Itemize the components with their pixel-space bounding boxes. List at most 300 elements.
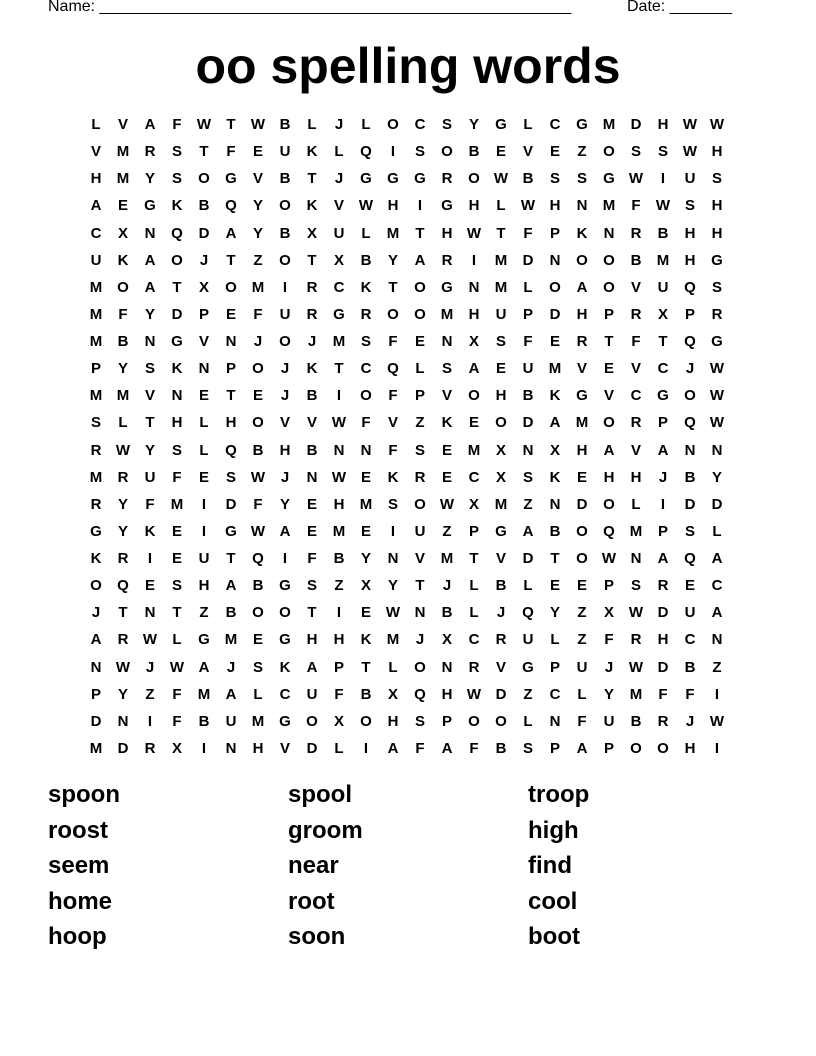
grid-letter: H <box>225 414 237 432</box>
grid-letter: W <box>628 658 644 676</box>
grid-letter: L <box>631 495 641 513</box>
grid-letter: Y <box>144 170 155 188</box>
grid-letter: D <box>522 414 534 432</box>
grid-letter: K <box>441 414 453 432</box>
grid-letter: S <box>360 333 371 351</box>
grid-letter: U <box>603 712 615 730</box>
grid-letter: A <box>306 658 318 676</box>
grid-letter: O <box>387 116 399 133</box>
grid-letter: O <box>90 577 102 595</box>
grid-letter: K <box>387 468 399 486</box>
grid-letter: O <box>414 305 426 323</box>
grid-letter: B <box>522 170 534 188</box>
grid-letter: E <box>360 604 371 622</box>
grid-letter: Q <box>117 577 129 595</box>
grid-letter: G <box>441 197 453 215</box>
grid-letter: J <box>685 712 695 730</box>
grid-letter: K <box>306 360 318 378</box>
grid-letter: T <box>415 224 425 242</box>
grid-letter: J <box>91 604 101 622</box>
grid-letter: N <box>549 712 561 730</box>
grid-letter: L <box>469 577 479 595</box>
grid-letter: P <box>549 739 560 757</box>
grid-letter: P <box>603 305 614 323</box>
grid-letter: S <box>144 360 155 378</box>
grid-letter: Q <box>603 522 615 540</box>
grid-letter: E <box>225 305 236 323</box>
grid-letter: O <box>603 278 615 296</box>
grid-letter: Q <box>252 550 264 568</box>
grid-letter: F <box>415 739 425 757</box>
grid-letter: N <box>468 278 480 296</box>
grid-letter: N <box>117 712 129 730</box>
grid-letter: X <box>333 251 344 269</box>
grid-letter: N <box>171 387 183 405</box>
grid-letter: U <box>279 143 291 161</box>
grid-letter: Y <box>117 685 128 703</box>
grid-letter: R <box>630 414 642 432</box>
grid-letter: H <box>576 441 588 459</box>
grid-letter: M <box>224 631 238 649</box>
grid-letter: E <box>684 577 695 595</box>
grid-letter: W <box>196 116 212 133</box>
word-list-item: hoop <box>48 923 107 951</box>
grid-letter: V <box>414 550 425 568</box>
grid-letter: C <box>468 468 480 486</box>
grid-letter: U <box>576 658 588 676</box>
grid-letter: R <box>144 143 156 161</box>
grid-letter: O <box>495 712 507 730</box>
grid-letter: M <box>629 685 643 703</box>
grid-letter: S <box>171 143 182 161</box>
grid-letter: F <box>145 495 155 513</box>
grid-letter: E <box>252 631 263 649</box>
grid-letter: P <box>657 522 668 540</box>
grid-letter: U <box>657 278 669 296</box>
grid-letter: E <box>198 468 209 486</box>
grid-letter: B <box>252 441 264 459</box>
grid-letter: A <box>90 197 102 215</box>
grid-letter: Q <box>684 278 696 296</box>
grid-letter: H <box>684 251 696 269</box>
word-list-item: spoon <box>48 781 120 808</box>
grid-letter: X <box>468 333 479 351</box>
grid-letter: U <box>684 604 696 622</box>
grid-letter: U <box>279 305 291 323</box>
grid-letter: P <box>657 414 668 432</box>
grid-letter: C <box>414 116 426 133</box>
grid-letter: Y <box>603 685 614 703</box>
grid-letter: Z <box>577 604 587 622</box>
word-list-item: high <box>528 816 579 844</box>
grid-letter: G <box>522 658 534 676</box>
grid-letter: Q <box>225 197 237 215</box>
name-field-label: Name: _____________________________________________________ <box>48 0 572 15</box>
grid-letter: H <box>252 739 264 757</box>
grid-letter: G <box>198 631 210 649</box>
grid-letter: Y <box>252 197 263 215</box>
grid-letter: H <box>657 116 669 133</box>
grid-letter: L <box>334 739 344 757</box>
grid-letter: K <box>360 631 372 649</box>
grid-letter: A <box>468 360 480 378</box>
grid-letter: F <box>631 197 641 215</box>
grid-letter: C <box>90 224 102 242</box>
grid-letter: S <box>576 170 587 188</box>
grid-letter: H <box>333 495 345 513</box>
grid-letter: B <box>495 577 507 595</box>
grid-letter: L <box>388 658 398 676</box>
grid-letter: E <box>576 468 587 486</box>
grid-letter: D <box>684 495 696 513</box>
grid-letter: X <box>171 739 182 757</box>
grid-letter: P <box>468 522 479 540</box>
grid-letter: L <box>199 414 209 432</box>
grid-letter: R <box>441 170 453 188</box>
grid-letter: M <box>494 278 508 296</box>
grid-letter: X <box>441 631 452 649</box>
grid-letter: R <box>306 305 318 323</box>
grid-letter: H <box>711 197 723 215</box>
grid-letter: L <box>523 712 533 730</box>
grid-letter: D <box>495 685 507 703</box>
grid-letter: L <box>523 278 533 296</box>
grid-letter: R <box>657 712 669 730</box>
grid-letter: E <box>360 522 371 540</box>
grid-letter: B <box>495 739 507 757</box>
grid-letter: L <box>469 604 479 622</box>
grid-letter: R <box>657 577 669 595</box>
grid-letter: I <box>417 197 423 215</box>
grid-letter: X <box>117 224 128 242</box>
grid-letter: H <box>387 197 399 215</box>
grid-letter: W <box>466 685 482 703</box>
grid-letter: B <box>117 333 129 351</box>
grid-letter: A <box>441 739 453 757</box>
grid-letter: H <box>441 685 453 703</box>
word-list-item: find <box>528 852 572 880</box>
grid-letter: J <box>226 658 236 676</box>
grid-letter: O <box>279 251 291 269</box>
grid-letter: L <box>118 414 128 432</box>
grid-letter: Y <box>279 495 290 513</box>
grid-letter: N <box>144 604 156 622</box>
grid-letter: U <box>225 712 237 730</box>
grid-letter: S <box>684 197 695 215</box>
grid-letter: W <box>655 197 671 215</box>
grid-letter: V <box>387 414 398 432</box>
grid-letter: J <box>415 631 425 649</box>
grid-letter: N <box>441 333 453 351</box>
grid-letter: O <box>468 170 480 188</box>
grid-letter: B <box>225 604 237 622</box>
grid-letter: G <box>711 333 723 351</box>
grid-letter: M <box>116 143 130 161</box>
grid-letter: K <box>171 360 183 378</box>
grid-letter: V <box>630 441 641 459</box>
grid-letter: L <box>577 685 587 703</box>
grid-letter: D <box>522 251 534 269</box>
grid-letter: F <box>523 224 533 242</box>
grid-letter: F <box>658 685 668 703</box>
grid-letter: M <box>332 333 346 351</box>
grid-letter: B <box>684 468 696 486</box>
grid-letter: O <box>225 278 237 296</box>
grid-letter: J <box>334 116 344 133</box>
grid-letter: H <box>630 468 642 486</box>
grid-letter: G <box>576 116 588 133</box>
grid-letter: V <box>279 414 290 432</box>
grid-letter: V <box>90 143 101 161</box>
grid-letter: H <box>333 631 345 649</box>
grid-letter: G <box>387 170 399 188</box>
grid-letter: O <box>279 333 291 351</box>
grid-letter: F <box>577 712 587 730</box>
grid-letter: I <box>282 550 288 568</box>
grid-letter: B <box>198 197 210 215</box>
grid-letter: R <box>306 278 318 296</box>
grid-letter: F <box>388 333 398 351</box>
grid-letter: M <box>89 468 103 486</box>
grid-letter: G <box>576 387 588 405</box>
grid-letter: K <box>171 197 183 215</box>
grid-letter: S <box>306 577 317 595</box>
grid-letter: B <box>252 577 264 595</box>
grid-letter: D <box>198 224 210 242</box>
grid-letter: H <box>684 739 696 757</box>
grid-letter: G <box>279 631 291 649</box>
grid-letter: O <box>360 712 372 730</box>
grid-letter: C <box>468 631 480 649</box>
grid-letter: I <box>660 495 666 513</box>
grid-letter: F <box>253 305 263 323</box>
grid-letter: A <box>144 278 156 296</box>
grid-letter: M <box>629 522 643 540</box>
grid-letter: H <box>549 197 561 215</box>
grid-letter: O <box>279 604 291 622</box>
grid-letter: T <box>307 251 317 269</box>
grid-letter: B <box>333 550 345 568</box>
grid-letter: M <box>386 224 400 242</box>
grid-letter: U <box>495 305 507 323</box>
grid-letter: O <box>171 251 183 269</box>
grid-letter: W <box>142 631 158 649</box>
grid-letter: A <box>225 224 237 242</box>
grid-letter: I <box>660 170 666 188</box>
grid-letter: S <box>414 143 425 161</box>
grid-letter: N <box>90 658 102 676</box>
grid-letter: A <box>711 550 723 568</box>
grid-letter: W <box>520 197 536 215</box>
grid-letter: Z <box>523 685 533 703</box>
grid-letter: F <box>388 441 398 459</box>
grid-letter: P <box>333 658 344 676</box>
grid-letter: B <box>468 143 480 161</box>
grid-letter: J <box>604 658 614 676</box>
grid-letter: J <box>280 468 290 486</box>
grid-letter: F <box>118 305 128 323</box>
word-list-item: roost <box>48 816 108 844</box>
grid-letter: S <box>387 495 398 513</box>
grid-letter: H <box>468 305 480 323</box>
grid-letter: H <box>90 170 102 188</box>
grid-letter: U <box>414 522 426 540</box>
grid-letter: O <box>360 387 372 405</box>
grid-letter: O <box>414 658 426 676</box>
grid-letter: U <box>684 170 696 188</box>
grid-letter: B <box>198 712 210 730</box>
grid-letter: D <box>306 739 318 757</box>
grid-letter: N <box>414 604 426 622</box>
grid-letter: B <box>279 170 291 188</box>
grid-letter: F <box>253 495 263 513</box>
grid-letter: T <box>118 604 128 622</box>
grid-letter: O <box>576 251 588 269</box>
grid-letter: O <box>603 495 615 513</box>
grid-letter: H <box>171 414 183 432</box>
grid-letter: G <box>171 333 183 351</box>
grid-letter: S <box>225 468 236 486</box>
grid-letter: J <box>253 333 263 351</box>
grid-letter: Y <box>117 360 128 378</box>
grid-letter: O <box>630 739 642 757</box>
grid-letter: E <box>198 387 209 405</box>
grid-letter: W <box>250 116 266 133</box>
grid-letter: E <box>441 441 452 459</box>
grid-letter: S <box>171 170 182 188</box>
grid-letter: E <box>144 577 155 595</box>
grid-letter: Y <box>387 577 398 595</box>
grid-letter: N <box>522 441 534 459</box>
grid-letter: T <box>307 604 317 622</box>
grid-letter: I <box>147 712 153 730</box>
grid-letter: B <box>306 441 318 459</box>
grid-letter: E <box>360 468 371 486</box>
grid-letter: S <box>414 712 425 730</box>
grid-letter: K <box>306 143 318 161</box>
grid-letter: Q <box>684 333 696 351</box>
grid-letter: F <box>685 685 695 703</box>
grid-letter: T <box>226 550 236 568</box>
grid-letter: F <box>469 739 479 757</box>
grid-letter: N <box>603 224 615 242</box>
grid-letter: C <box>279 685 291 703</box>
grid-letter: W <box>601 550 617 568</box>
grid-letter: O <box>387 305 399 323</box>
grid-letter: K <box>90 550 102 568</box>
grid-letter: W <box>682 116 698 133</box>
grid-letter: M <box>440 550 454 568</box>
grid-letter: P <box>414 387 425 405</box>
grid-letter: F <box>631 333 641 351</box>
grid-letter: C <box>657 360 669 378</box>
grid-letter: A <box>711 604 723 622</box>
grid-letter: P <box>522 305 533 323</box>
grid-letter: X <box>198 278 209 296</box>
grid-letter: A <box>387 739 399 757</box>
grid-letter: M <box>89 387 103 405</box>
grid-letter: K <box>306 197 318 215</box>
grid-letter: S <box>495 333 506 351</box>
grid-letter: W <box>628 604 644 622</box>
grid-letter: Q <box>522 604 534 622</box>
grid-letter: Z <box>712 658 722 676</box>
grid-letter: M <box>386 631 400 649</box>
grid-letter: T <box>388 278 398 296</box>
grid-letter: L <box>415 360 425 378</box>
grid-letter: D <box>657 604 669 622</box>
grid-letter: S <box>90 414 101 432</box>
grid-letter: A <box>144 116 156 133</box>
grid-letter: X <box>306 224 317 242</box>
grid-letter: N <box>225 739 237 757</box>
grid-letter: W <box>709 414 725 432</box>
grid-letter: L <box>523 116 533 133</box>
grid-letter: D <box>171 305 183 323</box>
grid-letter: A <box>279 522 291 540</box>
grid-letter: P <box>549 658 560 676</box>
grid-letter: K <box>144 522 156 540</box>
grid-letter: E <box>468 414 479 432</box>
grid-letter: N <box>549 251 561 269</box>
grid-letter: R <box>90 441 102 459</box>
grid-letter: R <box>117 468 129 486</box>
grid-letter: Q <box>171 224 183 242</box>
grid-letter: N <box>387 550 399 568</box>
grid-letter: A <box>198 658 210 676</box>
grid-letter: R <box>90 495 102 513</box>
grid-letter: O <box>576 550 588 568</box>
grid-letter: X <box>360 577 371 595</box>
grid-letter: M <box>494 251 508 269</box>
grid-letter: H <box>576 305 588 323</box>
grid-letter: U <box>306 685 318 703</box>
grid-letter: K <box>549 468 561 486</box>
grid-letter: E <box>306 522 317 540</box>
grid-letter: Y <box>117 495 128 513</box>
word-list-item: cool <box>528 887 578 915</box>
grid-letter: O <box>279 197 291 215</box>
grid-letter: T <box>226 116 236 133</box>
grid-letter: T <box>604 333 614 351</box>
grid-letter: B <box>279 224 291 242</box>
grid-letter: O <box>657 739 669 757</box>
grid-letter: D <box>711 495 723 513</box>
grid-letter: M <box>116 387 130 405</box>
grid-letter: Y <box>144 441 155 459</box>
grid-letter: F <box>388 387 398 405</box>
grid-letter: R <box>468 658 480 676</box>
grid-letter: X <box>495 441 506 459</box>
grid-letter: Z <box>415 414 425 432</box>
grid-letter: Q <box>684 550 696 568</box>
grid-letter: D <box>522 550 534 568</box>
grid-letter: W <box>493 170 509 188</box>
grid-letter: U <box>522 360 534 378</box>
grid-letter: F <box>307 550 317 568</box>
grid-letter: T <box>172 604 182 622</box>
grid-letter: S <box>441 360 452 378</box>
grid-letter: V <box>522 143 533 161</box>
grid-letter: S <box>522 468 533 486</box>
word-list-item: troop <box>528 781 590 808</box>
grid-letter: H <box>306 631 318 649</box>
grid-letter: Y <box>711 468 722 486</box>
grid-letter: N <box>144 224 156 242</box>
grid-letter: Y <box>468 116 479 133</box>
grid-letter: W <box>331 468 347 486</box>
grid-letter: Q <box>387 360 399 378</box>
